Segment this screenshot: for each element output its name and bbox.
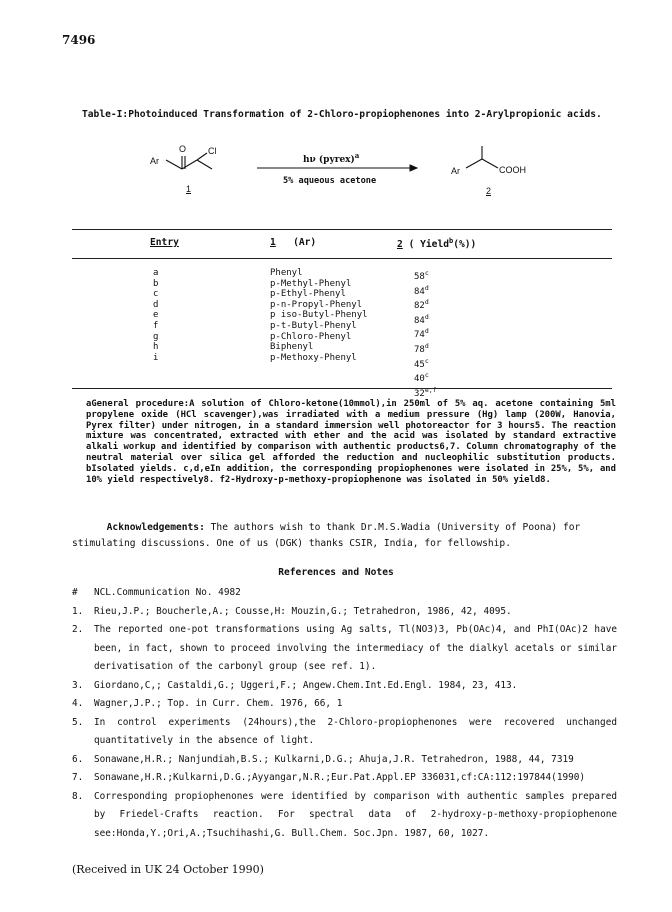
table-row-aryl: p-t-Butyl-Phenyl (270, 320, 357, 331)
yield-note: d (424, 283, 429, 292)
list-item (72, 695, 617, 714)
reactant-number: 1 (186, 184, 192, 194)
reference-text: Giordano,C,; Castaldi,G.; Uggeri,F.; Angew.Chem.Int.Ed.Engl. 1984, 23, 413. (94, 679, 518, 691)
reference-number: 8. (72, 790, 84, 802)
reaction-arrow (257, 165, 417, 171)
reaction-scheme (0, 138, 672, 210)
acknowledgements (72, 520, 612, 552)
table-row-entry: f (153, 320, 159, 331)
list-item (72, 677, 617, 696)
table-row-yield (414, 370, 437, 385)
table-row-entry: e (153, 310, 159, 321)
table-footnote: aGeneral procedure:A solution of Chloro-ketone(10mmol),in 250ml of 5% aq. acetone containing 5ml propylene oxide (HCl scavenger),was irradiated with a medium pressure (Hg) lamp (200W, Hanovia, Pyrex filter) under nitrogen, in a standard immersion well photoreactor for 3 hours5. The reaction mixture was concentrated, extracted with ether and the acid was isolated by standard extractive alkali workup and identified by comparison with authentic products6,7. Column chromatography of the neutral material over silica gel afforded the reduction and nucleophilic substitution products. bIsolated yields. c,d,eIn addition, the corresponding propiophenones were isolated in 25%, 5%, and 10% yield respectively8. f2-Hydroxy-p-methoxy-propiophenone was isolated in 50% yield8. (86, 399, 616, 485)
list-item (72, 714, 617, 751)
table-row-aryl: p-Chloro-Phenyl (270, 331, 352, 342)
reference-number: 6. (72, 753, 84, 765)
yield-note: c (424, 356, 429, 365)
yield-value: 40 (414, 374, 425, 385)
list-item (72, 788, 617, 844)
yield-note: d (424, 312, 429, 321)
header-compound-2-number: 2 (397, 239, 403, 251)
table-row-yield (414, 356, 437, 371)
header-compound-2 (397, 237, 476, 250)
table-row-yield (414, 341, 437, 356)
reference-number: 4. (72, 698, 84, 709)
table-row-entry: g (153, 331, 159, 342)
header-compound-1 (270, 237, 316, 248)
entry-column (153, 268, 158, 363)
reference-text: Sonawane,H.R.; Nanjundiah,B.S.; Kulkarni,D.G.; Ahuja,J.R. Tetrahedron, 1988, 44, 7319 (94, 753, 574, 765)
received-date: (Received in UK 24 October 1990) (72, 863, 264, 876)
table-row-yield (414, 385, 437, 400)
table-row-aryl: p-Methyl-Phenyl (270, 278, 352, 289)
table-row-yield (414, 283, 437, 298)
acknowledgements-heading: Acknowledgements: (106, 522, 205, 533)
table-caption: Table-I:Photoinduced Transformation of 2-Chloro-propiophenones into 2-Arylpropionic acids. (82, 109, 602, 120)
table-row-yield (414, 268, 437, 283)
header-yield-pre: ( Yield (408, 239, 449, 251)
yield-value: 84 (414, 286, 425, 297)
yield-note: c (424, 269, 429, 277)
list-item (72, 584, 617, 603)
list-item (72, 751, 617, 770)
reference-number: 3. (72, 679, 84, 691)
product-number: 2 (486, 186, 492, 196)
reference-number: # (72, 587, 78, 598)
reference-number: 5. (72, 716, 84, 728)
yield-note: d (424, 341, 429, 350)
reference-text: In control experiments (24hours),the 2-Chloro-propiophenones were recovered unchanged quantitatively in the absence of light. (94, 716, 617, 746)
header-compound-1-number: 1 (270, 237, 276, 248)
yield-value: 78 (414, 344, 425, 355)
table-header-rule (72, 258, 612, 259)
reference-text: Sonawane,H.R.;Kulkarni,D.G.;Ayyangar,N.R.;Eur.Pat.Appl.EP 336031,cf:CA:112:197844(1990) (94, 772, 586, 783)
header-entry: Entry (150, 237, 179, 248)
arrow-condition-text: hν (pyrex) (303, 155, 355, 165)
yield-value: 58 (414, 272, 425, 282)
list-item (72, 621, 617, 677)
table-row-entry: d (153, 299, 159, 310)
header-yield-post: (%)) (453, 239, 477, 251)
arrow-condition-top (303, 151, 359, 165)
table-row-aryl: p-Ethyl-Phenyl (270, 289, 346, 300)
references-heading: References and Notes (278, 567, 394, 578)
reference-text: The reported one-pot transformations using Ag salts, Tl(NO3)3, Pb(OAc)4, and PhI(OAc)2 have been, in fact, shown to proceed involving the intermediacy of the dialkyl acetals or similar derivatisation of the carbonyl group (see ref. 1). (94, 624, 617, 672)
reference-number: 7. (72, 772, 84, 783)
table-row-aryl: Biphenyl (270, 342, 314, 353)
table-row-entry: b (153, 278, 159, 289)
table-row-aryl: Phenyl (270, 268, 303, 278)
table-row-entry: h (153, 342, 159, 353)
table-row-yield (414, 326, 437, 341)
table-bottom-rule (72, 388, 612, 389)
reactant-cl-label: Cl (208, 146, 217, 156)
reaction-scheme-drawing (0, 138, 672, 210)
yield-value: 45 (414, 359, 425, 370)
reactant-o-label: O (179, 144, 187, 154)
list-item (72, 603, 617, 622)
product-structure (466, 146, 498, 168)
table-row-entry: a (153, 268, 159, 278)
reference-text: Wagner,J.P.; Top. in Curr. Chem. 1976, 66, 1 (94, 698, 343, 709)
product-ar-label: Ar (451, 166, 460, 176)
page-number: 7496 (62, 33, 96, 47)
reference-number: 2. (72, 624, 84, 635)
yield-column (414, 268, 437, 399)
reference-text: NCL.Communication No. 4982 (94, 587, 241, 598)
yield-note: d (424, 298, 429, 307)
yield-value: 84 (414, 315, 425, 326)
product-cooh-label: COOH (499, 165, 526, 175)
table-row-yield (414, 312, 437, 327)
arrow-condition-sup: a (354, 151, 360, 160)
table-row-entry: c (153, 289, 159, 300)
acknowledgements-text: The authors wish to thank Dr.M.S.Wadia (University of Poona) for stimulating discussions. One of us (DGK) thanks CSIR, India, for fellowship. (72, 522, 581, 549)
yield-value: 74 (414, 330, 425, 341)
arrow-condition-bottom: 5% aqueous acetone (283, 176, 377, 186)
reactant-structure (166, 153, 212, 169)
yield-note: c (424, 371, 429, 380)
table-row-aryl: p iso-Butyl-Phenyl (270, 310, 368, 321)
yield-note: d (424, 327, 429, 336)
reference-number: 1. (72, 605, 84, 617)
aryl-column (270, 268, 368, 363)
table-row-entry: i (153, 352, 159, 363)
yield-value: 32 (414, 388, 425, 399)
yield-note: e,f (424, 385, 437, 394)
table-row-aryl: p-Methoxy-Phenyl (270, 352, 357, 363)
reference-text: Rieu,J.P.; Boucherle,A.; Cousse,H: Mouzin,G.; Tetrahedron, 1986, 42, 4095. (94, 605, 512, 617)
yield-value: 82 (414, 301, 425, 312)
header-compound-1-sub: (Ar) (293, 237, 317, 248)
references-list (72, 584, 617, 843)
table-row-yield (414, 297, 437, 312)
reactant-ar-label: Ar (150, 156, 159, 166)
header-yield-sup: b (449, 237, 454, 245)
reference-text: Corresponding propiophenones were identified by comparison with authentic samples prepared by Friedel-Crafts reaction. For spectral data of 2-hydroxy-p-methoxy-propiophenone see:Honda,Y.;Ori,A.;Tsuchihashi,G. Bull.Chem. Soc.Jpn. 1987, 60, 1027. (94, 790, 617, 839)
list-item (72, 769, 617, 788)
table-top-rule (72, 229, 612, 230)
table-row-aryl: p-n-Propyl-Phenyl (270, 299, 363, 310)
